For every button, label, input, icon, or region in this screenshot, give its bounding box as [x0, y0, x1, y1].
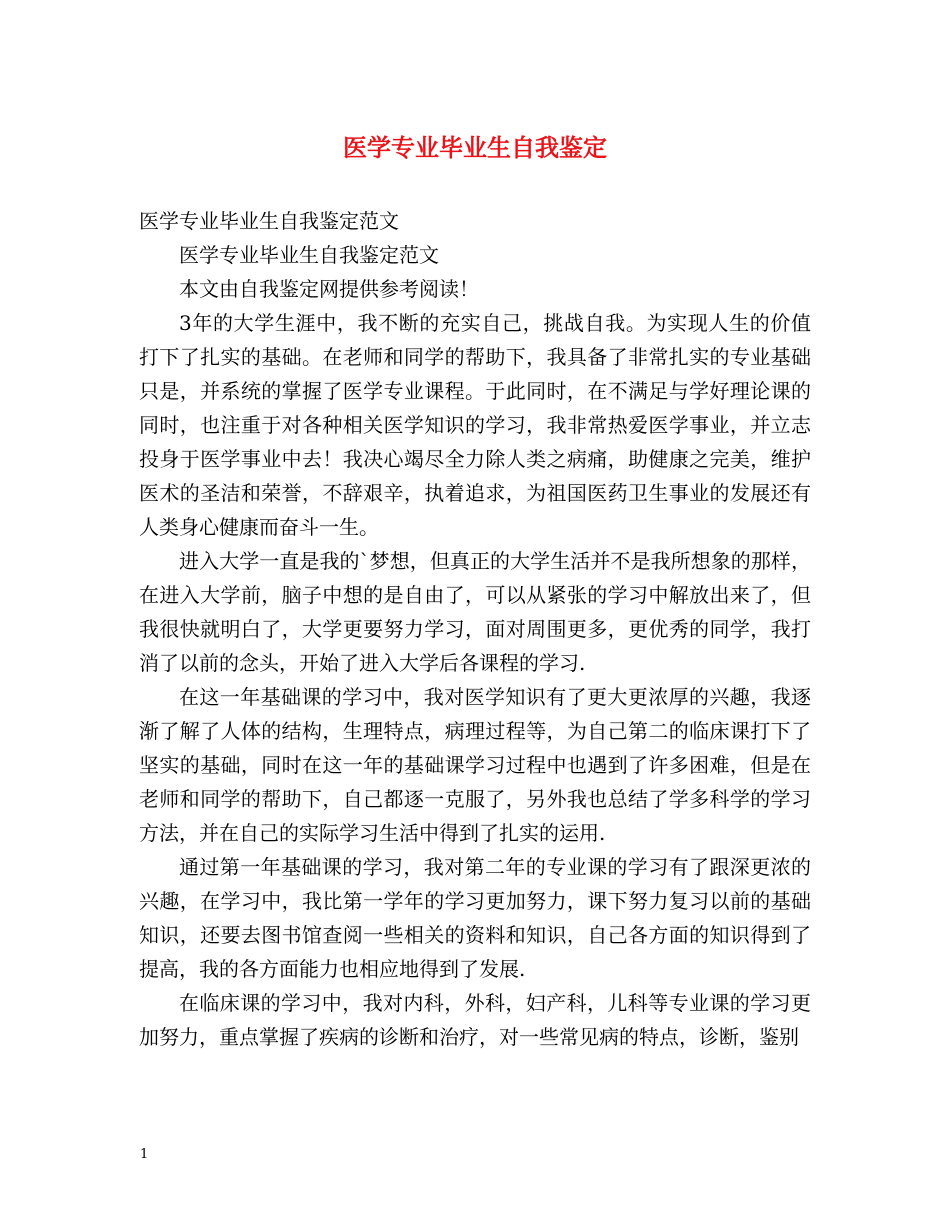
- body-paragraph: 3年的大学生涯中，我不断的充实自己，挑战自我。为实现人生的价值打下了扎实的基础。在老师和同学的帮助下，我具备了非常扎实的专业基础只是，并系统的掌握了医学专业课程。于此同时，在不满足与学好理论课的同时，也注重于对各种相关医学知识的学习，我非常热爱医学事业，并立志投身于医学事业中去！我决心竭尽全力除人类之病痛，助健康之完美，维护医术的圣洁和荣誉，不辞艰辛，执着追求，为祖国医药卫生事业的发展还有人类身心健康而奋斗一生。: [139, 311, 811, 539]
- source-note-paragraph: 本文由自我鉴定网提供参考阅读！: [179, 277, 479, 301]
- document-body: [139, 204, 811, 1054]
- body-paragraph: 进入大学一直是我的`梦想，但真正的大学生活并不是我所想象的那样，在进入大学前，脑子中想的是自由了，可以从紧张的学习中解放出来了，但我很快就明白了，大学更要努力学习，面对周围更多，更优秀的同学，我打消了以前的念头，开始了进入大学后各课程的学习.: [139, 549, 811, 675]
- body-paragraph: 在这一年基础课的学习中，我对医学知识有了更大更浓厚的兴趣，我逐渐了解了人体的结构，生理特点，病理过程等，为自己第二的临床课打下了坚实的基础，同时在这一年的基础课学习过程中也遇到了许多困难，但是在老师和同学的帮助下，自己都逐一克服了，另外我也总结了学多科学的学习方法，并在自己的实际学习生活中得到了扎实的运用.: [139, 685, 811, 845]
- document-title: 医学专业毕业生自我鉴定: [343, 133, 607, 162]
- body-paragraph: 通过第一年基础课的学习，我对第二年的专业课的学习有了跟深更浓的兴趣，在学习中，我比第一学年的学习更加努力，课下努力复习以前的基础知识，还要去图书馆查阅一些相关的资料和知识，自己各方面的知识得到了提高，我的各方面能力也相应地得到了发展.: [139, 855, 811, 981]
- page-number: 1: [140, 1147, 149, 1162]
- repeated-subtitle-paragraph: 医学专业毕业生自我鉴定范文: [179, 243, 439, 267]
- body-paragraph: 在临床课的学习中，我对内科，外科，妇产科，儿科等专业课的学习更加努力，重点掌握了疾病的诊断和治疗，对一些常见病的特点，诊断，鉴别: [139, 991, 811, 1049]
- subtitle-paragraph: 医学专业毕业生自我鉴定范文: [139, 209, 399, 233]
